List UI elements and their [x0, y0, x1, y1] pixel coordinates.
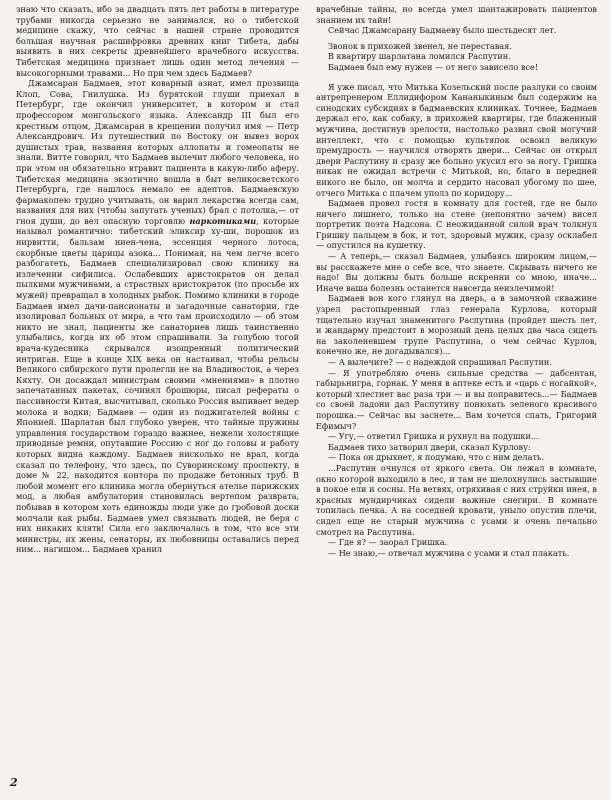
emphasized-word: наркотиками: [189, 215, 257, 226]
paragraph: Бадмаев провел гостя в комнату для гостей, где не было ничего лишнего, только на стене (непонятно зачем) висел портретик поэта Надсона. С неожиданной силой врач толкнул Гришку пальцем в бок, и тот, здоровый мужик, сразу осклабел — опустился на кушетку.: [316, 198, 597, 251]
page-number: 2: [10, 776, 18, 789]
paragraph: [16, 78, 299, 555]
paragraph: Я уже писал, что Митька Козельский после разлуки со своим антрепренером Еллидифором Кананыкиным был содержим на синодских субсидиях в бадмаевских клиниках. Точнее, Бадмаев держал его, как собаку, в прихожей квартиры, где блаженный мужчина, достигнув зрелости, настолько развил свой могучий интеллект, что с помощью культяпок освоил великую премудрость — научился отворять двери... Сейчас он открыл двери Распутину и сразу же больно укусил его за ногу. Гришка никак не ожидал встречи с Митькой, но, благо в передней никого не было, он молча и сердито насовал убогому по шее, отчего Митька с плачем уполз по коридору...: [316, 81, 597, 198]
paragraph: — Я употребляю очень сильные средства — дабсентан, габырьнигра, горнак. У меня в аптеке есть и «царь с ногайкой», который хлестнет вас раза три — и вы поправитесь...— Бадмаев со своей ладони дал Распутину понюхать зеленого красивого порошка.— Сейчас вы заснете... Вам хочется спать, Григорий Ефимыч?: [316, 367, 597, 431]
left-column: [16, 4, 299, 774]
paragraph: Сейчас Джамсарану Бадмаеву было шестьдесят лет.: [328, 25, 557, 36]
paragraph: знаю что сказать, ибо за двадцать пять лет работы в литературе трубами никогда серьезно не занимался, но о тибетской медицине скажу, что сейчас в нашей стране проводится большая научная расшифровка древних книг Тибета, дабы выявить в них секреты древнейшего врачебного искусства. Тибетская медицина признает лишь один метод лечения — высокогорными травами... Но при чем здесь Бадмаев?: [16, 4, 299, 78]
paragraph-text: , которые называл романтично: тибетский эликсир ху-ши, порошок из нирвитти, бальзам ниен-чена, эссенция черного лотоса, скорбные цветы царицы азока... Понимая, на чем легче всего разбогатеть, Бадмаев специализировал свою клинику на излечении сифилиса. Ослабевших аристократов он делал пылкими мужчинами, а страстных аристократок (по просьбе их мужей) превращал в холодных рыбок. Помимо клиники в городе Бадмаев имел дачи-пансионаты и загадочные санатории, где изолировал больных от мира, а что там происходило — об этом никто не знал, пациенты же санаториев лишь таинственно улыбались, когда их об этом спрашивали. За голубою тогой врача-кудесника скрывался изощренный политический интриган. Еще в конце XIX века он настаивал, чтобы рельсы Великого сибирского пути пролегли не на Владивосток, а через Кяхту. Он досаждал министрам своими «мнениями» в плотно запечатанных пакетах, сочинял брошюры, писал рефераты о пассивности Китая, высчитывал, сколько Россия выпивает ведер молока и водки; Бадмаев — один из поджигателей войны с Японией. Шарлатан был глубоко уверен, что тайные пружины управления государством гораздо важнее, нежели холостящие приводные ремни, опутавшие Россию с ног до головы и работу которых видна каждому. Бадмаев нисколько не врал, когда сказал по телефону, что здесь, по Суворинскому проспекту, в доме № 22, находится контора по продаже бетонных труб. В любой момент его клиника могла обернуться ателье парижских мод, а любая амбулатория становилась вертепом разврата, побывав в котором хоть единожды люди уже до гробовой доски молчали как рыбы. Бадмаев умел связывать людей, не беря с них никаких клятв! Сила его заключалась в том, что все эти министры, их жены, сенаторы, их любовницы оставались перед ним... нагишом... Бадмаев хранил: [16, 215, 299, 555]
paragraph: — Где я? — заорал Гришка.: [328, 537, 448, 548]
paragraph: Бадмаев вон кого глянул на дверь, а в замочной скважине узрел растопыренный глаз генерала Курлова, который тщательно изучал знаменитого Распутина (пройдет шесть лет, и жандарму предстоит в морозный день целых два часа сидеть на заколеневшем трупе Распутина, о чем сейчас Курлов, конечно же, не догадывался)...: [316, 293, 597, 357]
paragraph: В квартиру шарлатана ломился Распутин.: [328, 51, 511, 62]
paragraph: Бадмаев тихо затворил двери, сказал Курлову:: [328, 441, 531, 452]
paragraph-text: Джамсаран Бадмаев, этот коварный азиат, имел прозвища Клоп, Сова, Гнилушка. Из бурятской глуши приехал в Петербург, где окончил университет, в котором и стал профессором монгольского языка. Александр III был его крестным отцом, Джамсаран в крещении получил имя — Петр Александрович. Из путешествий по Востоку он вывез ворох душистых трав, названия которых аллопаты и гомеопаты не знали. Витте говорил, что Бадмаев вылечит любого человека, но при этом он обязательно втравит пациента в какую-либо аферу. Тибетская медицина экзотично вошла в быт великосветского Петербурга, где нашлось немало ее адептов. Бадмаевскую фармакопею трудно учитывать, он варил лекарства всегда сам, названия для них (чтобы запутать ученых) брал с потолка,— от гноя души, до вел опасную торговлю: [16, 78, 299, 226]
paragraph: Бадмаев был ему нужен — от него зависело все!: [328, 61, 539, 72]
paragraph: — Угу,— ответил Гришка и рухнул на подушки...: [328, 431, 539, 442]
paragraph: — А теперь,— сказал Бадмаев, улыбаясь широким лицом,— вы расскажете мне о себе все, что знаете. Скрывать ничего не надо! Вы должны быть больше искренни со мною, иначе... Иначе ваша болезнь останется навсегда неизлечимой!: [316, 251, 597, 293]
paragraph: Звонок в прихожей звенел, не переставая.: [328, 40, 512, 51]
right-column: [316, 4, 597, 774]
paragraph: врачебные тайны, но всегда умел шантажировать пациентов знанием их тайн!: [316, 4, 597, 25]
paragraph: ...Распутин очнулся от яркого света. Он лежал в комнате, окно которой выходило в лес, и там не шелохнулись застывшие в покое ели и сосны. На ветвях, отряхивая с них струйки инея, в красных мундирчиках сидели важные снегири. В комнате топилась печка. А на соседней кровати, уныло опустив плечи, сидел еще не старый мужчина с усами и очень печально смотрел на Распутина.: [316, 462, 597, 537]
paragraph: — Не знаю,— отвечал мужчина с усами и стал плакать.: [328, 547, 570, 558]
paragraph: — Пока он дрыхнет, я подумаю, что с ним делать.: [328, 452, 544, 463]
paragraph: — А вылечите? — с надеждой спрашивал Распутин.: [328, 357, 552, 367]
